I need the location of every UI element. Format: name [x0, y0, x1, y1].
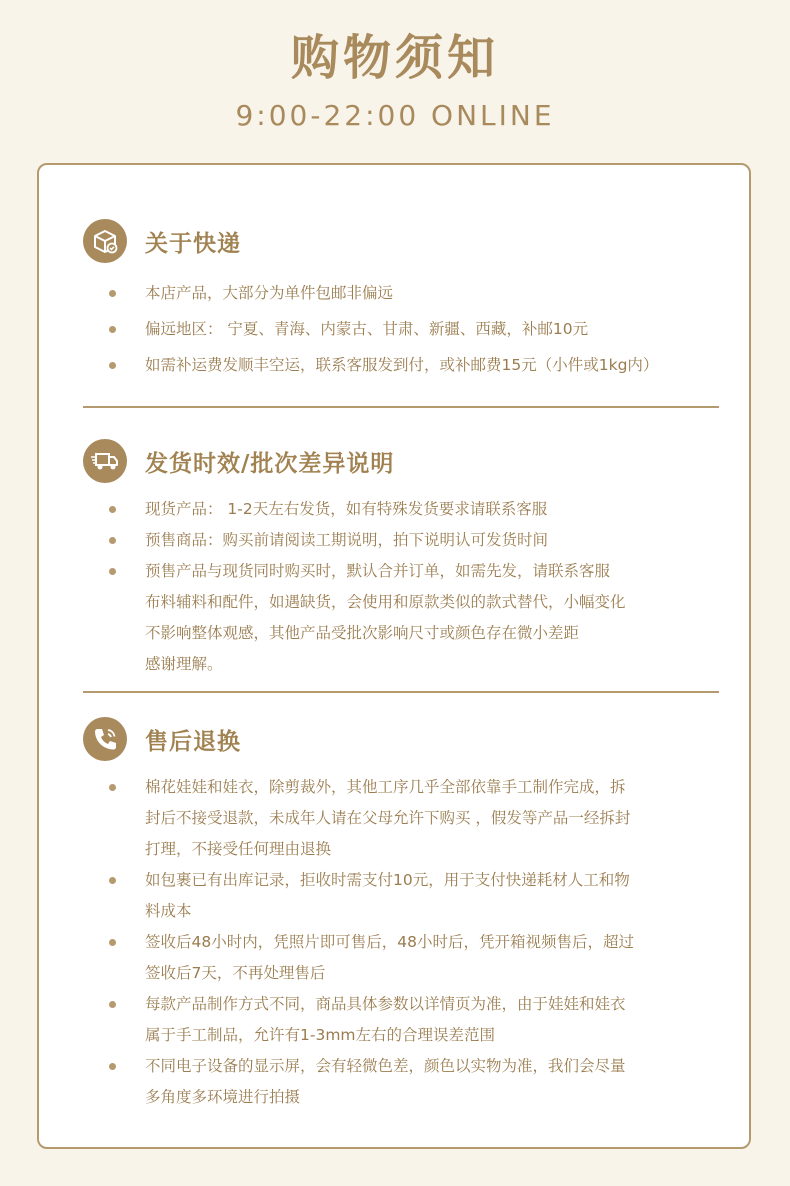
section-title: 发货时效/批次差异说明: [145, 450, 395, 477]
section-title: 售后退换: [145, 728, 241, 755]
divider: [83, 406, 719, 408]
truck-icon: [83, 439, 127, 483]
shipping-list: [83, 278, 719, 381]
list-item: 本店产品，大部分为单件包邮非偏远: [83, 278, 719, 309]
section-after-sales: [83, 715, 719, 1113]
list-item: 签收后48小时内，凭照片即可售后，48小时后，凭开箱视频售后，超过 签收后7天，不再处理售后: [83, 927, 719, 989]
list-item: 预售商品：购买前请阅读工期说明，拍下说明认可发货时间: [83, 525, 719, 556]
list-item: 偏远地区： 宁夏、青海、内蒙古、甘肃、新疆、西藏，补邮10元: [83, 314, 719, 345]
package-icon: [83, 219, 127, 263]
section-header: [83, 715, 719, 763]
section-header: [83, 217, 719, 265]
list-item: 每款产品制作方式不同，商品具体参数以详情页为准，由于娃娃和娃衣 属于手工制品，允许有1-3mm左右的合理误差范围: [83, 989, 719, 1051]
section-title: 关于快递: [145, 230, 241, 257]
page-header: [0, 0, 790, 134]
list-item: 如包裹已有出库记录，拒收时需支付10元，用于支付快递耗材人工和物 料成本: [83, 865, 719, 927]
online-hours: 9:00-22:00 ONLINE: [235, 99, 555, 132]
after-sales-list: [83, 772, 719, 1113]
divider: [83, 691, 719, 693]
phone-icon: [83, 717, 127, 761]
list-item: 棉花娃娃和娃衣，除剪裁外，其他工序几乎全部依靠手工制作完成，拆 封后不接受退款，未成年人请在父母允许下购买 ，假发等产品一经拆封 打理，不接受任何理由退换: [83, 772, 719, 865]
section-dispatch: [83, 437, 719, 680]
section-header: [83, 437, 719, 485]
section-shipping: [83, 217, 719, 381]
dispatch-list: [83, 494, 719, 680]
page-title: 购物须知: [290, 30, 499, 86]
list-item: 如需补运费发顺丰空运，联系客服发到付，或补邮费15元（小件或1kg内）: [83, 350, 719, 381]
list-item: 现货产品： 1-2天左右发货，如有特殊发货要求请联系客服: [83, 494, 719, 525]
list-item: 不同电子设备的显示屏，会有轻微色差，颜色以实物为准，我们会尽量 多角度多环境进行拍摄: [83, 1051, 719, 1113]
notice-card: [37, 163, 751, 1149]
list-item: 预售产品与现货同时购买时，默认合并订单，如需先发，请联系客服 布料辅料和配件，如遇缺货，会使用和原款类似的款式替代，小幅变化 不影响整体观感，其他产品受批次影响尺寸或颜色存在微小差距 感谢理解。: [83, 556, 719, 680]
